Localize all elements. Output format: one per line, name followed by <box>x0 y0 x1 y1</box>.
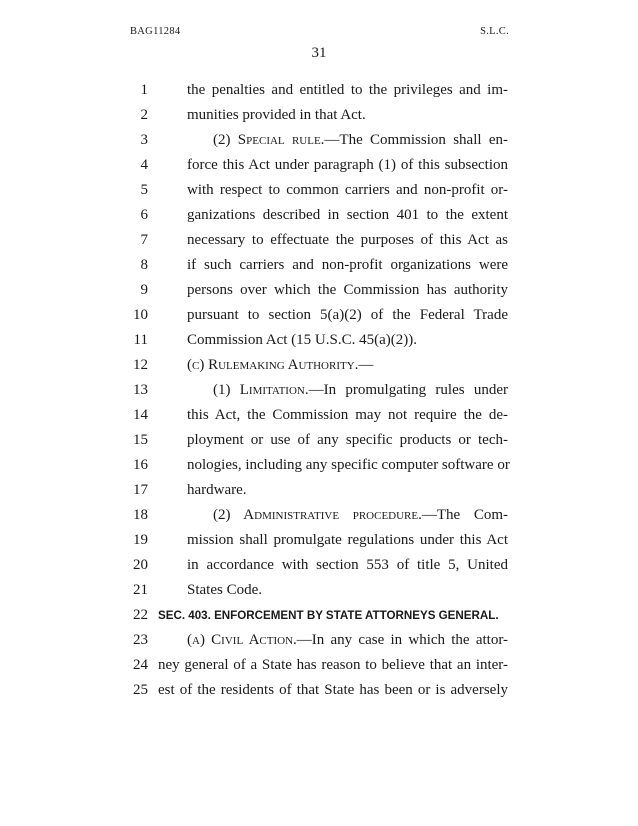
line-text: mission shall promulgate regulations under this Act <box>187 532 508 548</box>
slc-marker: S.L.C. <box>480 26 509 37</box>
line-1 <box>0 78 638 103</box>
page-number: 31 <box>311 45 327 61</box>
line-number: 5 <box>140 182 148 198</box>
subsection-heading: (a) Civil Action. <box>187 632 297 648</box>
line-12 <box>0 353 638 378</box>
line-text <box>213 503 508 528</box>
line-number: 25 <box>133 682 148 698</box>
line-number: 10 <box>133 307 148 323</box>
line-number: 9 <box>140 282 148 298</box>
line-9 <box>0 278 638 303</box>
line-10 <box>0 303 638 328</box>
line-text <box>187 353 508 378</box>
line-text: ganizations described in section 401 to the extent <box>187 207 508 223</box>
line-number: 17 <box>133 482 148 498</box>
line-number: 14 <box>133 407 148 423</box>
line-17 <box>0 478 638 503</box>
paragraph-heading: (2) Administrative procedure. <box>213 507 422 523</box>
line-21 <box>0 578 638 603</box>
line-14 <box>0 403 638 428</box>
line-text <box>213 378 508 403</box>
line-number: 7 <box>140 232 148 248</box>
subsection-heading: (c) Rulemaking Authority. <box>187 357 359 373</box>
line-text: States Code. <box>187 582 262 598</box>
line-number: 1 <box>140 82 148 98</box>
line-number: 21 <box>133 582 148 598</box>
line-text: necessary to effectuate the purposes of this Act as <box>187 232 508 248</box>
line-number: 20 <box>133 557 148 573</box>
line-text: with respect to common carriers and non-profit or- <box>187 182 508 198</box>
line-number: 16 <box>133 457 148 473</box>
line-text: est of the residents of that State has been or is adversely <box>158 682 508 698</box>
line-2 <box>0 103 638 128</box>
line-text: this Act, the Commission may not require the de- <box>187 407 508 423</box>
line-7 <box>0 228 638 253</box>
line-text: Commission Act (15 U.S.C. 45(a)(2)). <box>187 332 417 348</box>
line-number: 3 <box>140 132 148 148</box>
line-text: ney general of a State has reason to believe that an inter- <box>158 657 508 673</box>
line-number: 11 <box>133 332 148 348</box>
line-text-rest: —In promulgating rules under <box>308 382 508 398</box>
line-text: if such carriers and non-profit organizations were <box>187 257 508 273</box>
line-number: 2 <box>140 107 148 123</box>
line-15 <box>0 428 638 453</box>
line-8 <box>0 253 638 278</box>
line-text: pursuant to section 5(a)(2) of the Federal Trade <box>187 307 508 323</box>
line-number: 24 <box>133 657 148 673</box>
paragraph-heading: (1) Limitation. <box>213 382 309 398</box>
line-text-rest: —In any case in which the attor- <box>296 632 509 648</box>
line-text-rest: —The Com- <box>421 507 508 523</box>
line-20 <box>0 553 638 578</box>
line-5 <box>0 178 638 203</box>
line-16 <box>0 453 638 478</box>
line-22 <box>0 603 638 628</box>
line-number: 18 <box>133 507 148 523</box>
line-number: 8 <box>140 257 148 273</box>
line-number: 22 <box>133 607 148 623</box>
line-text <box>213 128 508 153</box>
line-text: ployment or use of any specific products or tech- <box>187 432 508 448</box>
line-4 <box>0 153 638 178</box>
line-text: hardware. <box>187 482 247 498</box>
line-number: 19 <box>133 532 148 548</box>
line-number: 23 <box>133 632 148 648</box>
line-number: 6 <box>140 207 148 223</box>
line-number: 4 <box>140 157 148 173</box>
line-text <box>187 628 508 653</box>
section-heading: SEC. 403. ENFORCEMENT BY STATE ATTORNEYS GENERAL. <box>158 609 499 622</box>
paragraph-heading: (2) Special rule. <box>213 132 325 148</box>
line-number: 13 <box>133 382 148 398</box>
line-text: in accordance with section 553 of title 5, United <box>187 557 508 573</box>
line-text: munities provided in that Act. <box>187 107 366 123</box>
line-3 <box>0 128 638 153</box>
line-text-rest: —The Commission shall en- <box>324 132 508 148</box>
line-text: force this Act under paragraph (1) of this subsection <box>187 157 508 173</box>
line-25 <box>0 678 638 703</box>
line-text-rest: — <box>358 357 374 373</box>
line-13 <box>0 378 638 403</box>
line-number: 12 <box>133 357 148 373</box>
line-number: 15 <box>133 432 148 448</box>
line-18 <box>0 503 638 528</box>
line-23 <box>0 628 638 653</box>
line-24 <box>0 653 638 678</box>
line-19 <box>0 528 638 553</box>
document-id: BAG11284 <box>130 26 181 37</box>
line-text: nologies, including any specific computer software or <box>187 457 510 473</box>
line-text: persons over which the Commission has authority <box>187 282 508 298</box>
line-11 <box>0 328 638 353</box>
line-text: the penalties and entitled to the privileges and im- <box>187 82 508 98</box>
line-6 <box>0 203 638 228</box>
